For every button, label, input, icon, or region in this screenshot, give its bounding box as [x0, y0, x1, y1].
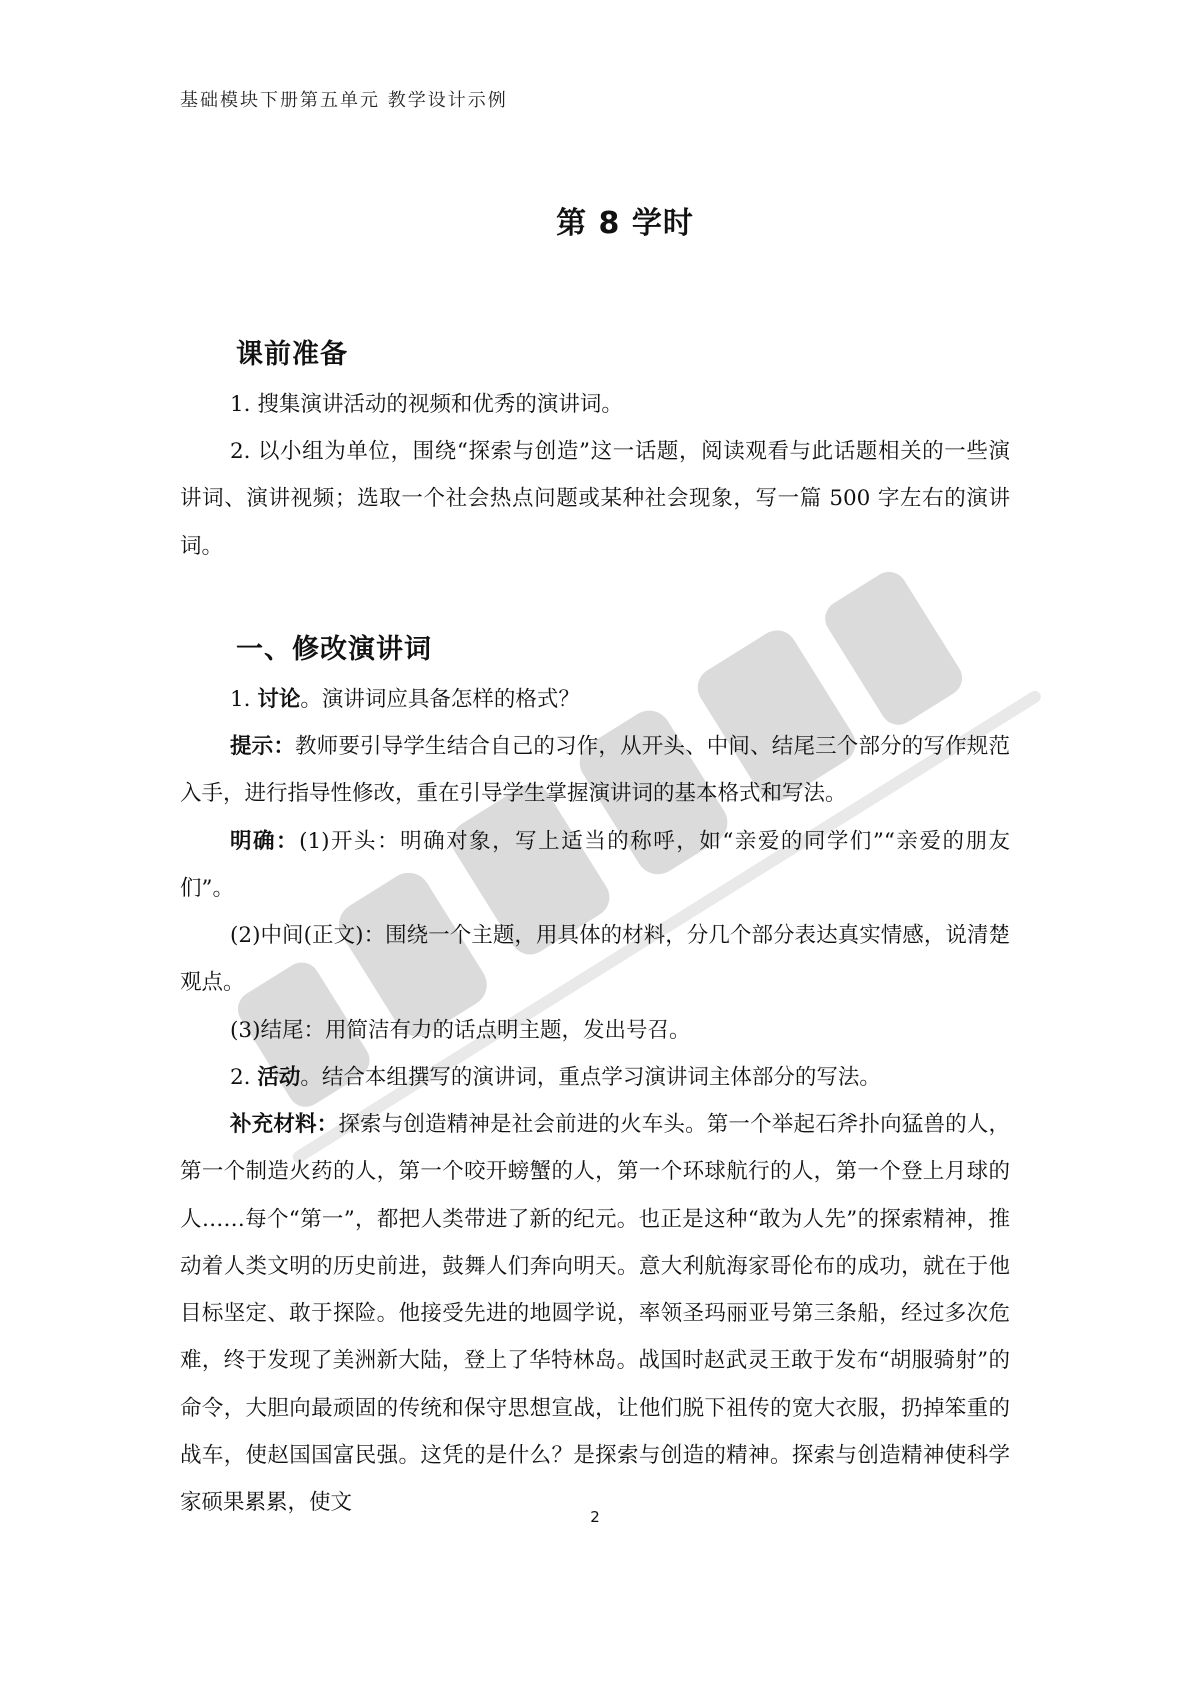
- page-number: 2: [590, 1508, 600, 1526]
- hint-label: 提示：: [230, 734, 296, 759]
- clear-paragraph: [180, 818, 1010, 913]
- prep-item-2: 2. 以小组为单位，围绕“探索与创造”这一话题，阅读观看与此话题相关的一些演讲词、演讲视频；选取一个社会热点问题或某种社会现象，写一篇 500 字左右的演讲词。: [180, 439, 1010, 559]
- activity-prefix: 2.: [230, 1065, 258, 1090]
- clear-text: (1)开头：明确对象，写上适当的称呼，如“亲爱的同学们”“亲爱的朋友们”。: [180, 829, 1010, 902]
- prep-heading: 课前准备: [236, 339, 348, 370]
- section1-heading: 一、修改演讲词: [236, 634, 432, 665]
- activity-paragraph: [180, 1054, 1010, 1101]
- activity-text: 。结合本组撰写的演讲词，重点学习演讲词主体部分的写法。: [300, 1065, 881, 1090]
- page-title: 第 8 学时: [556, 206, 694, 241]
- ending-paragraph: (3)结尾：用简洁有力的话点明主题，发出号召。: [230, 1018, 691, 1043]
- prep-item-1: 1. 搜集演讲活动的视频和优秀的演讲词。: [230, 392, 623, 417]
- running-header: 基础模块下册第五单元 教学设计示例: [180, 90, 508, 111]
- supplement-label: 补充材料：: [230, 1112, 339, 1137]
- supplement-paragraph: [180, 1101, 1010, 1527]
- supplement-text: 探索与创造精神是社会前进的火车头。第一个举起石斧扑向猛兽的人，第一个制造火药的人，第一个咬开螃蟹的人，第一个环球航行的人，第一个登上月球的人……每个“第一”，都把人类带进了新的纪元。也正是这种“敢为人先”的探索精神，推动着人类文明的历史前进，鼓舞人们奔向明天。意大利航海家哥伦布的成功，就在于他目标坚定、敢于探险。他接受先进的地圆学说，率领圣玛丽亚号第三条船，经过多次危难，终于发现了美洲新大陆，登上了华特林岛。战国时赵武灵王敢于发布“胡服骑射”的命令，大胆向最顽固的传统和保守思想宣战，让他们脱下祖传的宽大衣服，扔掉笨重的战车，使赵国国富民强。这凭的是什么？是探索与创造的精神。探索与创造精神使科学家硕果累累，使文: [180, 1112, 1010, 1516]
- hint-text: 教师要引导学生结合自己的习作，从开头、中间、结尾三个部分的写作规范入手，进行指导性修改，重在引导学生掌握演讲词的基本格式和写法。: [180, 734, 1010, 807]
- discuss-paragraph: [180, 676, 1010, 723]
- hint-paragraph: [180, 723, 1010, 818]
- discuss-text: 。演讲词应具备怎样的格式？: [300, 687, 580, 712]
- discuss-label: 讨论: [257, 687, 301, 712]
- activity-label: 活动: [257, 1065, 301, 1090]
- discuss-prefix: 1.: [230, 687, 258, 712]
- middle-paragraph: (2)中间(正文)：围绕一个主题，用具体的材料，分几个部分表达真实情感，说清楚观点。: [180, 923, 1010, 996]
- clear-label: 明确：: [230, 829, 300, 854]
